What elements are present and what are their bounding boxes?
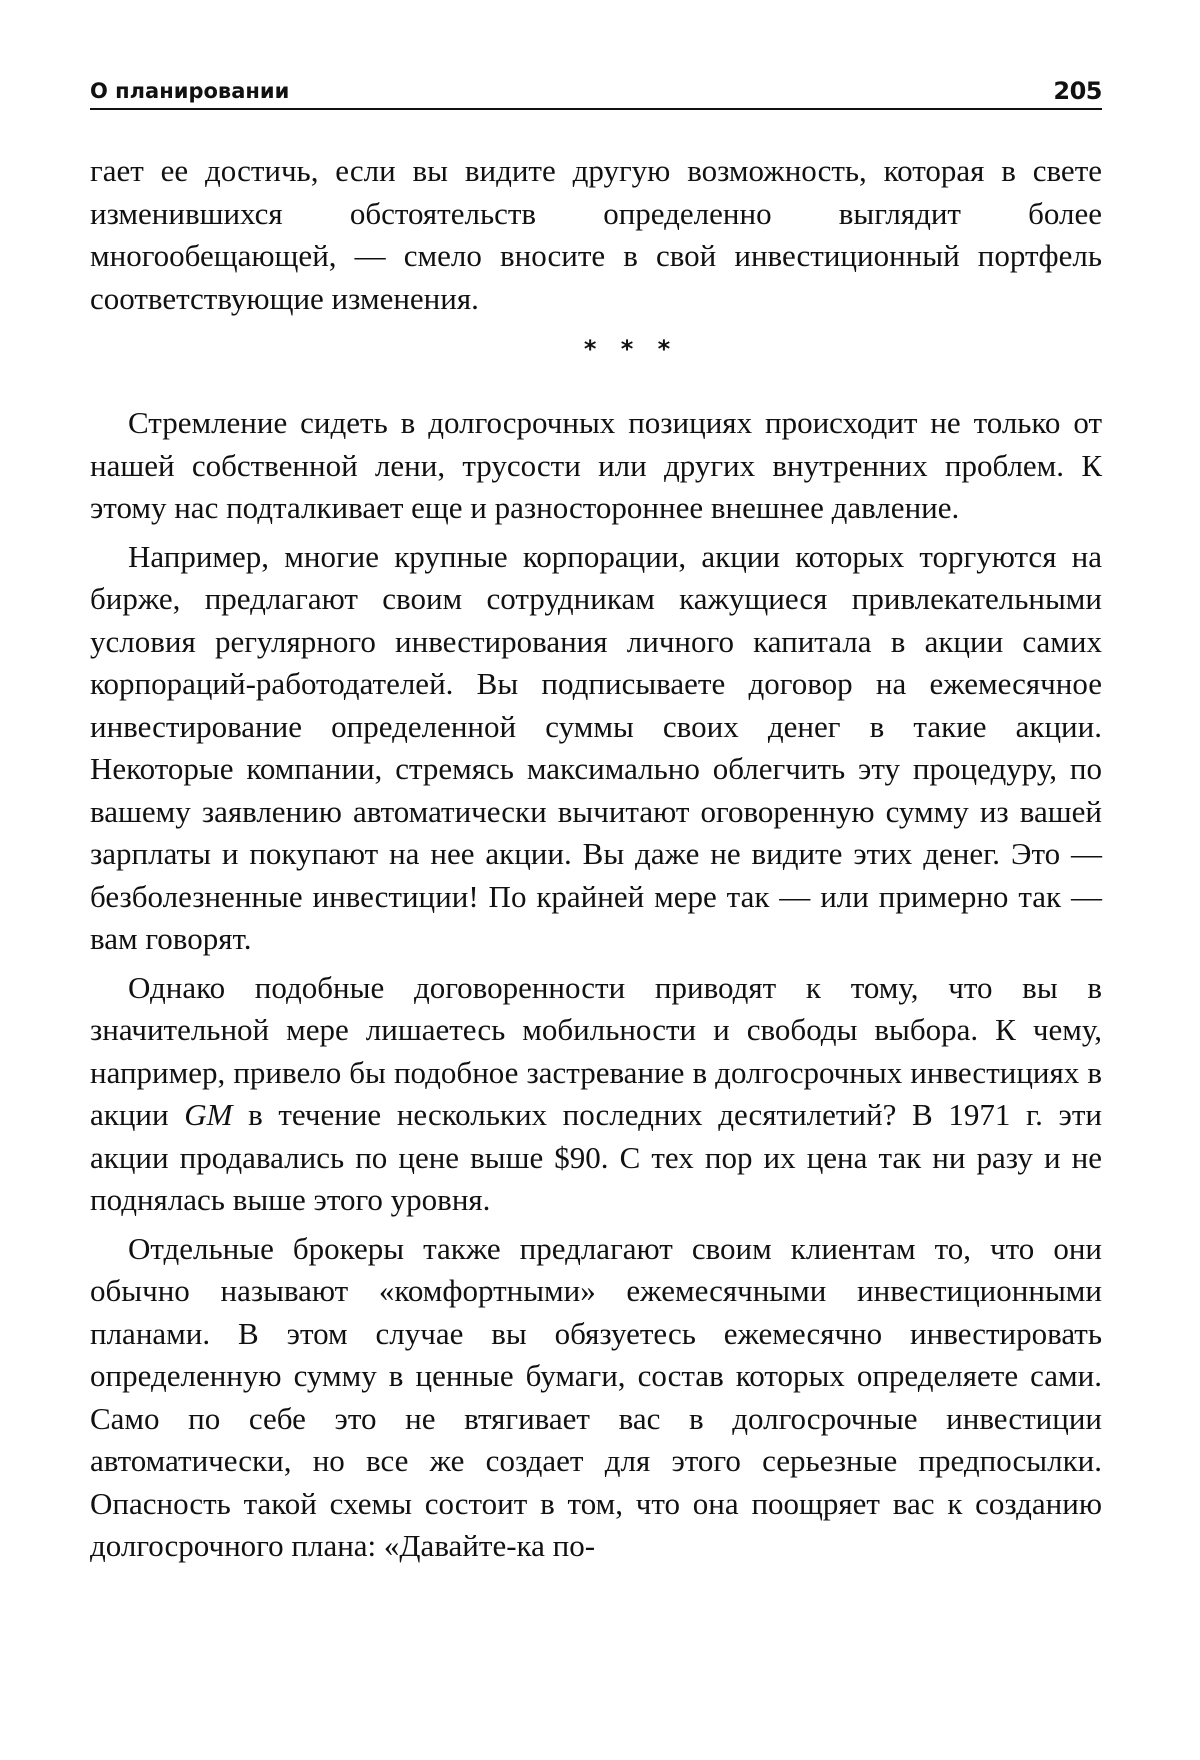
running-header xyxy=(90,78,1102,110)
paragraph-text: в течение нескольких последних десятилетий? В 1971 г. эти акции продавались по цене выше $90. С тех пор их цена так ни разу и не поднялась выше этого уровня. xyxy=(90,1097,1102,1217)
book-page xyxy=(90,78,1102,1568)
section-title: О планировании xyxy=(90,79,290,103)
paragraph: Например, многие крупные корпорации, акции которых торгуются на бирже, предлагают своим сотрудникам кажущиеся привлекательными условия регулярного инвестирования личного капитала в акции самих корпораций-работодателей. Вы подписываете договор на ежемесячное инвестирование определенной суммы своих денег в такие акции. Некоторые компании, стремясь максимально облегчить эту процедуру, по вашему заявлению автоматически вычитают оговоренную сумму из вашей зарплаты и покупают на нее акции. Вы даже не видите этих денег. Это — безболезненные инвестиции! По крайней мере так — или примерно так — вам говорят. xyxy=(90,538,1102,956)
paragraph: Отдельные брокеры также предлагают своим клиентам то, что они обычно называют «комфортными» ежемесячными инвестиционными планами. В этом случае вы обязуетесь ежемесячно инвестировать определенную сумму в ценные бумаги, состав которых определяете сами. Само по себе это не втягивает вас в долгосрочные инвестиции автоматически, но все же создает для этого серьезные предпосылки. Опасность такой схемы состоит в том, что она поощряет вас к созданию долгосрочного плана: «Давайте-ка по- xyxy=(90,1230,1102,1563)
paragraph xyxy=(90,967,1102,1222)
page-number: 205 xyxy=(1053,77,1102,105)
paragraph: Стремление сидеть в долгосрочных позициях происходит не только от нашей собственной лени, трусости или других внутренних проблем. К этому нас подталкивает еще и разностороннее внешнее давление. xyxy=(90,405,1102,525)
body-text xyxy=(90,150,1102,1568)
paragraph-continuation: гает ее достичь, если вы видите другую возможность, которая в свете изменившихся обстоятельств определенно выглядит более многообещающей, — смело вносите в свой инвестиционный портфель соответствующие изменения. xyxy=(90,153,1102,316)
company-ticker: GM xyxy=(184,1097,233,1132)
paragraph-text: Однако подобные договоренности приводят к тому, что вы в значительной мере лишаетесь мобильности и свободы выбора. К чему, например, привело бы подобное застревание в долгосрочных инвестициях в акции xyxy=(90,969,1102,1132)
section-separator: * * * xyxy=(583,335,679,363)
